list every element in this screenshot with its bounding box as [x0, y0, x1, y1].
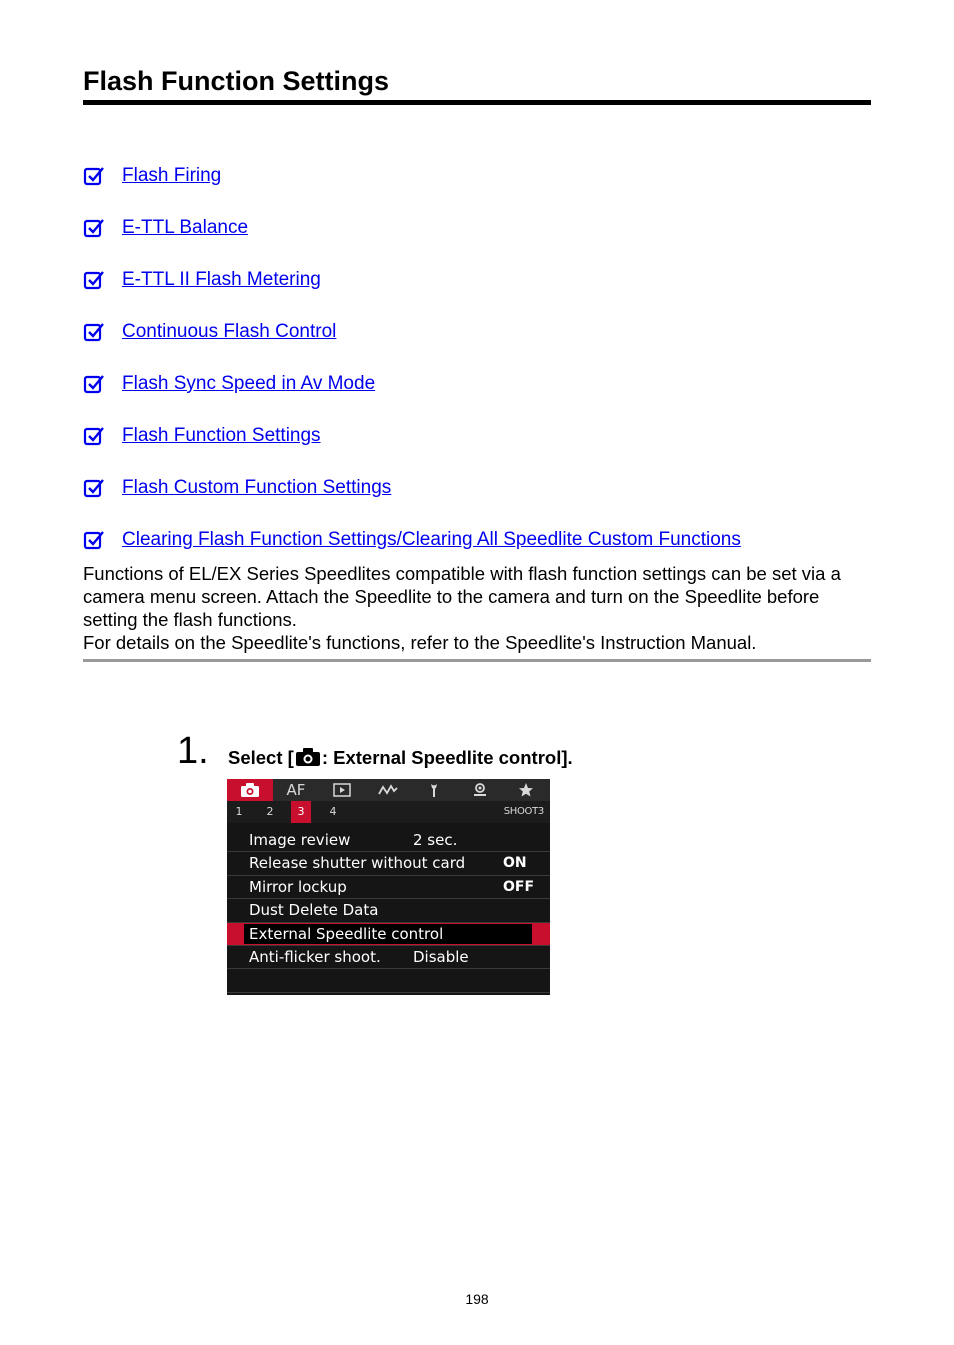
toc-item — [83, 202, 873, 254]
toc-link-ettl-balance[interactable]: E-TTL Balance — [122, 217, 249, 238]
toc-link-flash-custom-function-settings[interactable]: Flash Custom Function Settings — [122, 477, 392, 498]
page-number: 198 — [465, 1291, 489, 1307]
sub-tab-1[interactable]: 1 — [235, 805, 243, 818]
menu-item-value: OFF — [503, 878, 535, 895]
tab-my-menu[interactable] — [503, 779, 549, 801]
menu-item-image-review[interactable] — [227, 829, 550, 852]
toc-link-flash-sync-speed[interactable]: Flash Sync Speed in Av Mode — [122, 373, 376, 394]
playback-icon — [331, 782, 353, 798]
checkbox-arrow-icon — [83, 373, 105, 395]
toc-link-flash-function-settings[interactable]: Flash Function Settings — [122, 425, 321, 446]
intro-paragraph: For details on the Speedlite's functions, refer to the Speedlite's Instruction Manual. — [83, 632, 757, 653]
menu-name-label: SHOOT3 — [503, 806, 544, 817]
tab-shooting[interactable] — [227, 779, 273, 801]
custom-icon — [469, 782, 491, 798]
toc-item — [83, 254, 873, 306]
intro-text — [83, 562, 871, 662]
wrench-icon — [423, 782, 445, 798]
menu-item-external-speedlite-control[interactable] — [227, 923, 550, 946]
checkbox-arrow-icon — [83, 269, 105, 291]
wireless-icon — [377, 782, 399, 798]
intro-paragraph: Functions of EL/EX Series Speedlites compatible with flash function settings can be set via a camera menu screen. Attach the Speedlite to the camera and turn on the Speedlite before setting the flash functions. — [83, 563, 841, 630]
toc-item — [83, 150, 873, 202]
sub-tab-3[interactable]: 3 — [291, 801, 311, 823]
checkbox-arrow-icon — [83, 165, 105, 187]
toc-item — [83, 358, 873, 410]
page-title: Flash Function Settings — [83, 64, 871, 105]
toc-link-continuous-flash-control[interactable]: Continuous Flash Control — [122, 321, 337, 342]
menu-item-label: Mirror lockup — [249, 877, 347, 896]
tab-setup[interactable] — [411, 779, 457, 801]
toc-item — [83, 306, 873, 358]
star-icon — [515, 782, 537, 798]
toc-item — [83, 514, 873, 566]
toc-link-clearing-settings[interactable]: Clearing Flash Function Settings/Clearing All Speedlite Custom Functions — [122, 529, 741, 550]
menu-item-value: 2 sec. — [413, 831, 458, 849]
tab-playback[interactable] — [319, 779, 365, 801]
toc-link-ettl-flash-metering[interactable]: E-TTL II Flash Metering — [122, 269, 321, 290]
menu-list — [227, 829, 550, 993]
menu-item-label: External Speedlite control — [249, 924, 444, 943]
toc-item — [83, 462, 873, 514]
step-suffix: : External Speedlite control]. — [321, 747, 573, 768]
menu-item-release-shutter[interactable] — [227, 852, 550, 875]
checkbox-arrow-icon — [83, 217, 105, 239]
menu-item-value: Disable — [413, 947, 469, 966]
tab-wireless[interactable] — [365, 779, 411, 801]
menu-tab-bar — [227, 779, 550, 801]
checkbox-arrow-icon — [83, 425, 105, 447]
menu-sub-tab-bar — [227, 801, 550, 823]
checkbox-arrow-icon — [83, 321, 105, 343]
menu-item-label: Anti-flicker shoot. — [249, 947, 381, 966]
camera-menu-screen — [227, 779, 550, 995]
checkbox-arrow-icon — [83, 477, 105, 499]
step-instruction — [228, 746, 573, 770]
menu-item-empty — [227, 969, 550, 992]
menu-item-value: ON — [503, 855, 527, 872]
toc-item — [83, 410, 873, 462]
camera-icon — [295, 747, 321, 767]
menu-item-label: Image review — [249, 831, 351, 849]
step-number: 1. — [177, 730, 209, 772]
tab-custom[interactable] — [457, 779, 503, 801]
toc-link-flash-firing[interactable]: Flash Firing — [122, 165, 222, 186]
step-prefix: Select [ — [228, 747, 294, 768]
table-of-contents — [83, 150, 873, 566]
sub-tab-4[interactable]: 4 — [329, 805, 337, 818]
checkbox-arrow-icon — [83, 529, 105, 551]
menu-item-mirror-lockup[interactable] — [227, 876, 550, 899]
menu-item-label: Dust Delete Data — [249, 901, 379, 920]
sub-tab-2[interactable]: 2 — [266, 805, 274, 818]
tab-af[interactable]: AF — [286, 781, 306, 799]
camera-icon — [239, 782, 261, 798]
menu-item-dust-delete-data[interactable] — [227, 899, 550, 922]
menu-item-label: Release shutter without card — [249, 854, 466, 873]
menu-item-anti-flicker[interactable] — [227, 946, 550, 969]
